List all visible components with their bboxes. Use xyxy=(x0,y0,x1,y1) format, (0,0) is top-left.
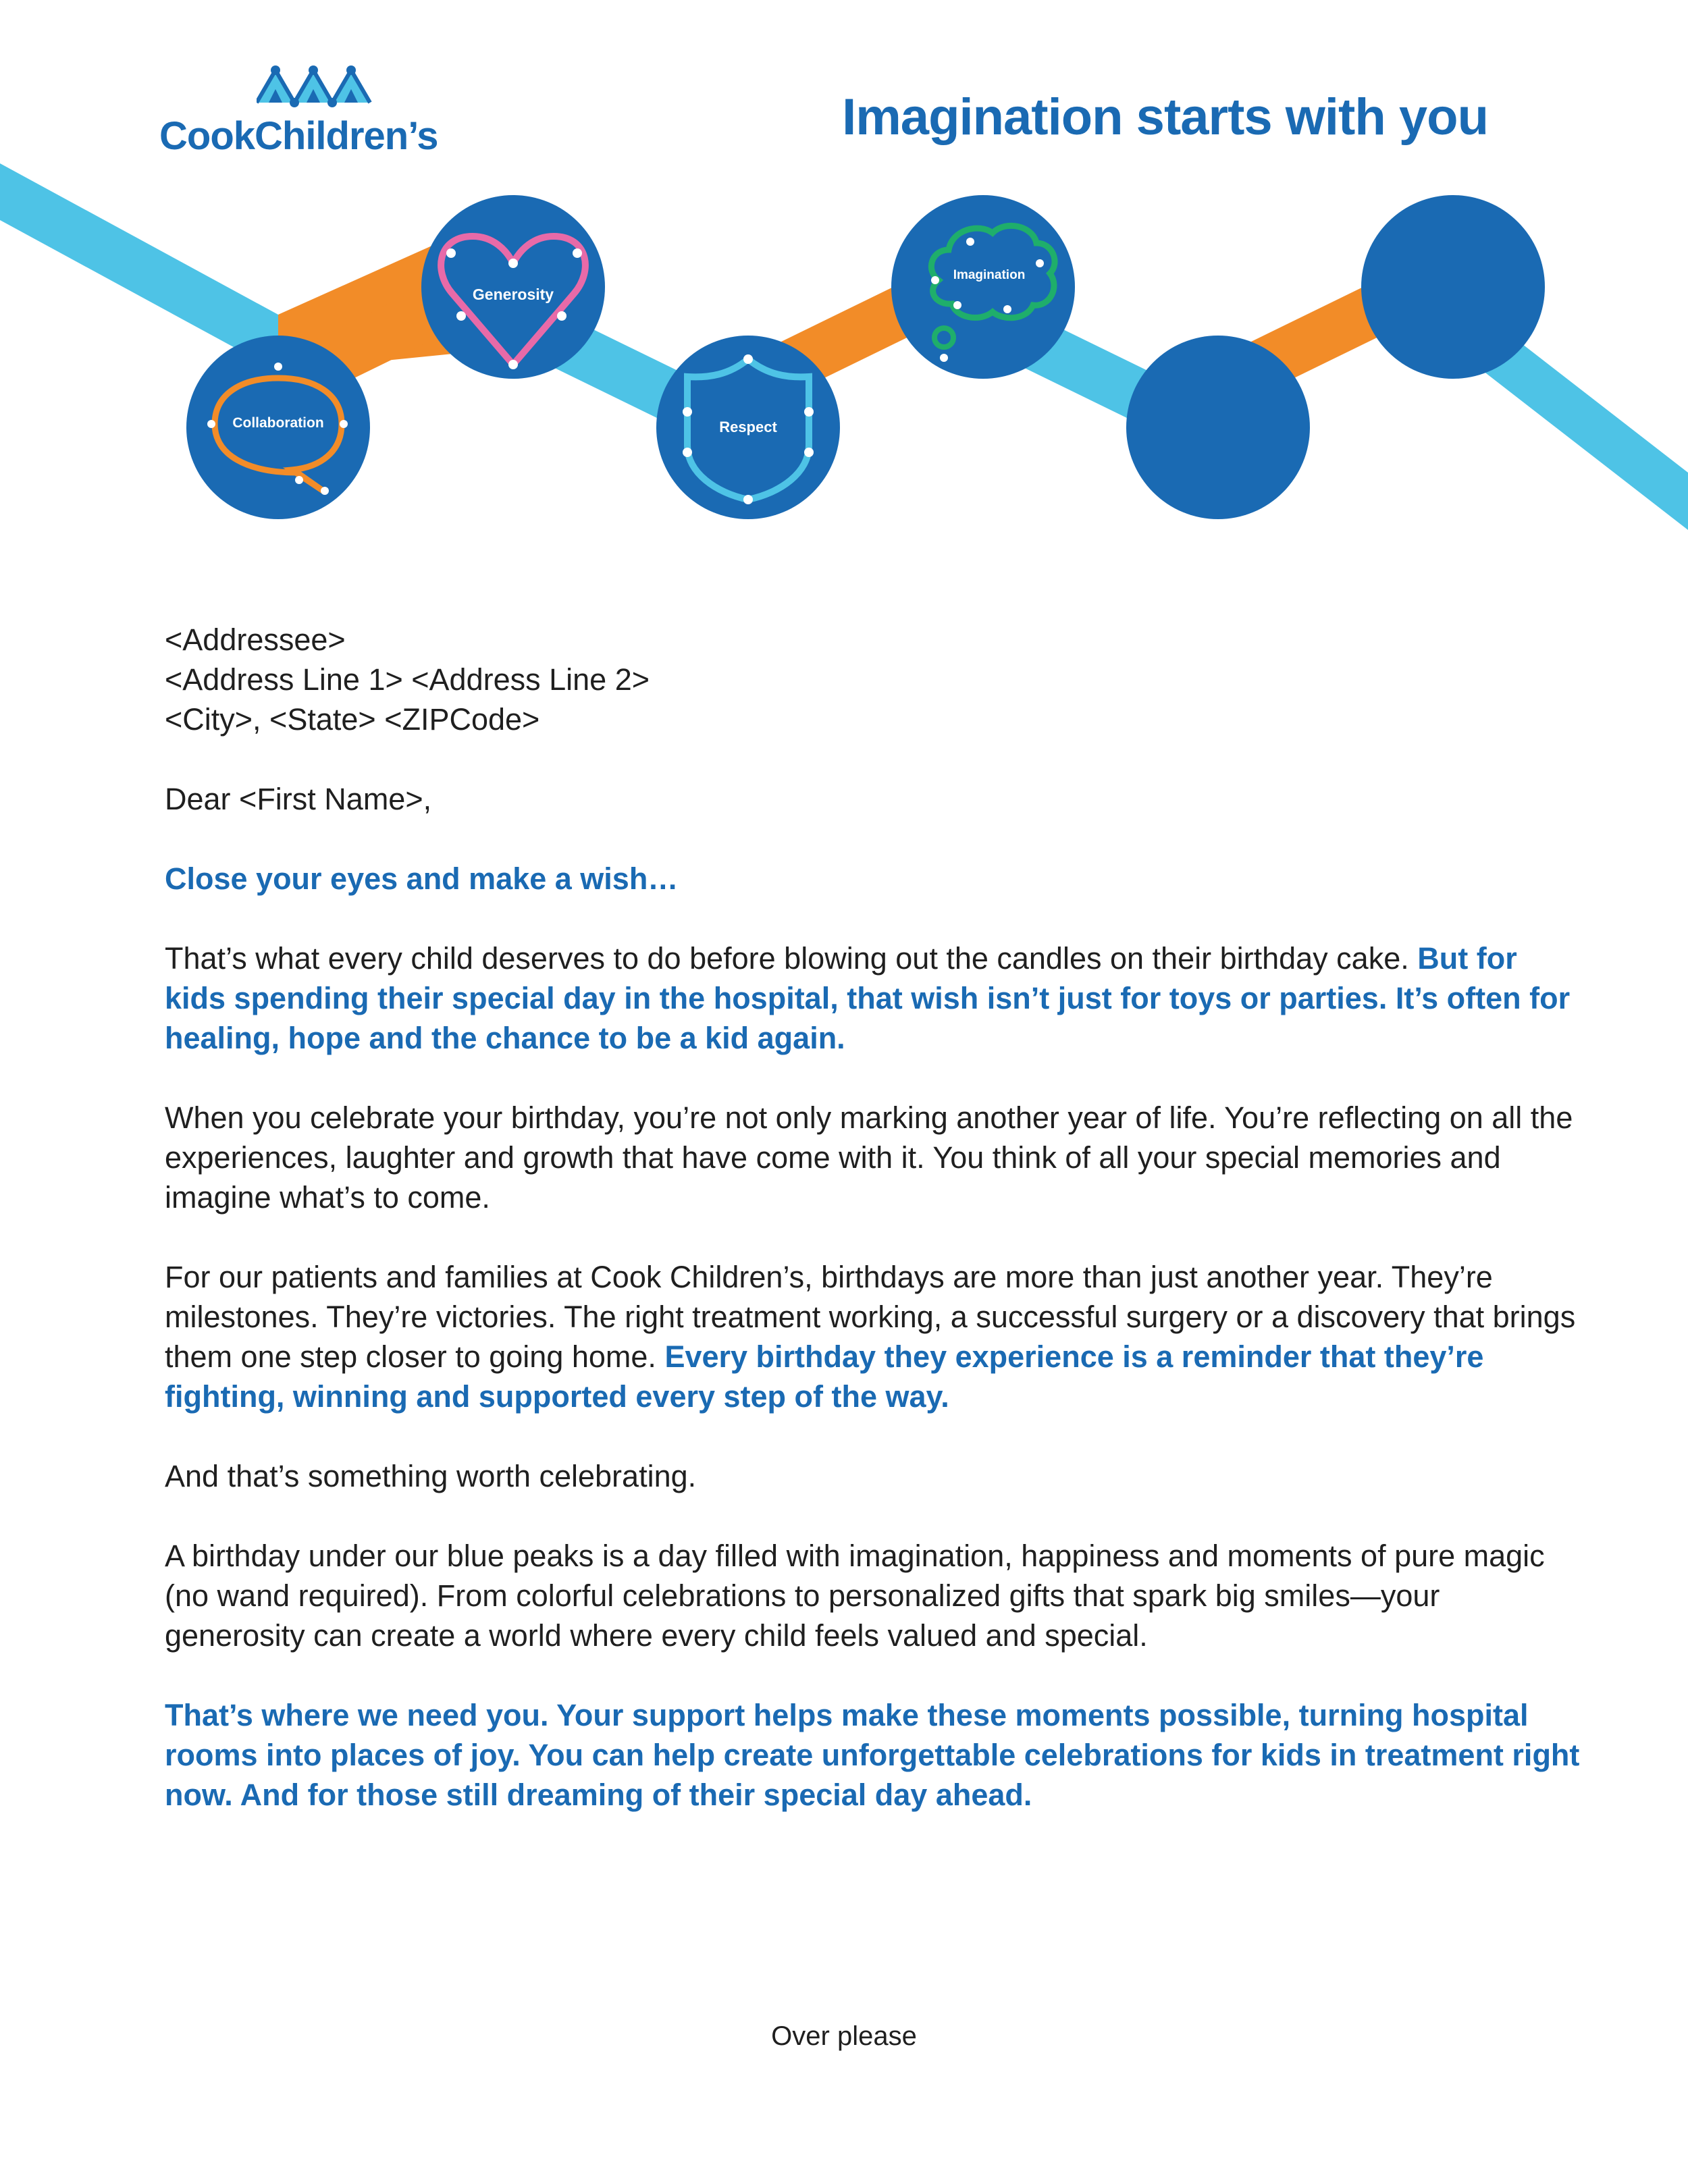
paragraph-1-highlight: But for kids spending their special day in the hospital, that wish isn’t just for toys or parties. It’s often for healing, hope and the chance to be a kid again. xyxy=(165,941,1571,1055)
logo-wordmark: CookChildren’s xyxy=(159,114,438,158)
value-label-respect: Respect xyxy=(719,419,777,435)
paragraph-3 xyxy=(165,1257,1583,1416)
paragraph-6: That’s where we need you. Your support helps make these moments possible, turning hospital rooms into places of joy. You can help create unforgettable celebrations for kids in treatment right now. And for those still dreaming of their special day ahead. xyxy=(165,1698,1580,1812)
values-banner xyxy=(0,155,1688,547)
value-label-imagination: Imagination xyxy=(953,268,1026,282)
address-line-street: <Address Line 1> <Address Line 2> xyxy=(165,662,650,697)
empty-circle xyxy=(1126,336,1310,519)
address-line-addressee: <Addressee> xyxy=(165,622,346,657)
empty-circle xyxy=(1361,195,1545,379)
over-please-note: Over please xyxy=(771,2021,917,2051)
paragraph-2: When you celebrate your birthday, you’re not only marking another year of life. You’re reflecting on all the experiences, laughter and growth that have come with it. You think of all your special memories and imagine what’s to come. xyxy=(165,1100,1573,1215)
value-label-collaboration: Collaboration xyxy=(232,415,324,431)
salutation: Dear <First Name>, xyxy=(165,782,432,816)
blue-peaks-icon xyxy=(257,62,419,109)
cook-childrens-logo xyxy=(159,62,470,163)
paragraph-3-highlight: Every birthday they experience is a reminder that they’re fighting, winning and supported every step of the way. xyxy=(165,1339,1484,1414)
value-label-generosity: Generosity xyxy=(472,286,554,303)
headline: Close your eyes and make a wish… xyxy=(165,861,679,896)
imagination-circle xyxy=(891,195,1075,379)
address-block xyxy=(165,620,1583,739)
paragraph-4: And that’s something worth celebrating. xyxy=(165,1459,697,1493)
paragraph-5: A birthday under our blue peaks is a day filled with imagination, happiness and moments of pure magic (no wand required). From colorful celebrations to personalized gifts that spark big smiles—your generosity can create a world where every child feels valued and special. xyxy=(165,1539,1545,1653)
address-line-city: <City>, <State> <ZIPCode> xyxy=(165,702,540,737)
letter-body xyxy=(165,620,1583,1815)
paragraph-1 xyxy=(165,938,1583,1058)
paragraph-3-text: For our patients and families at Cook Children’s, birthdays are more than just another year. They’re milestones. They’re victories. The right treatment working, a successful surgery or a discovery that brings them one step closer to going home. xyxy=(165,1260,1576,1374)
header-tagline: Imagination starts with you xyxy=(842,88,1488,146)
paragraph-1-text: That’s what every child deserves to do before blowing out the candles on their birthday cake. xyxy=(165,941,1418,976)
